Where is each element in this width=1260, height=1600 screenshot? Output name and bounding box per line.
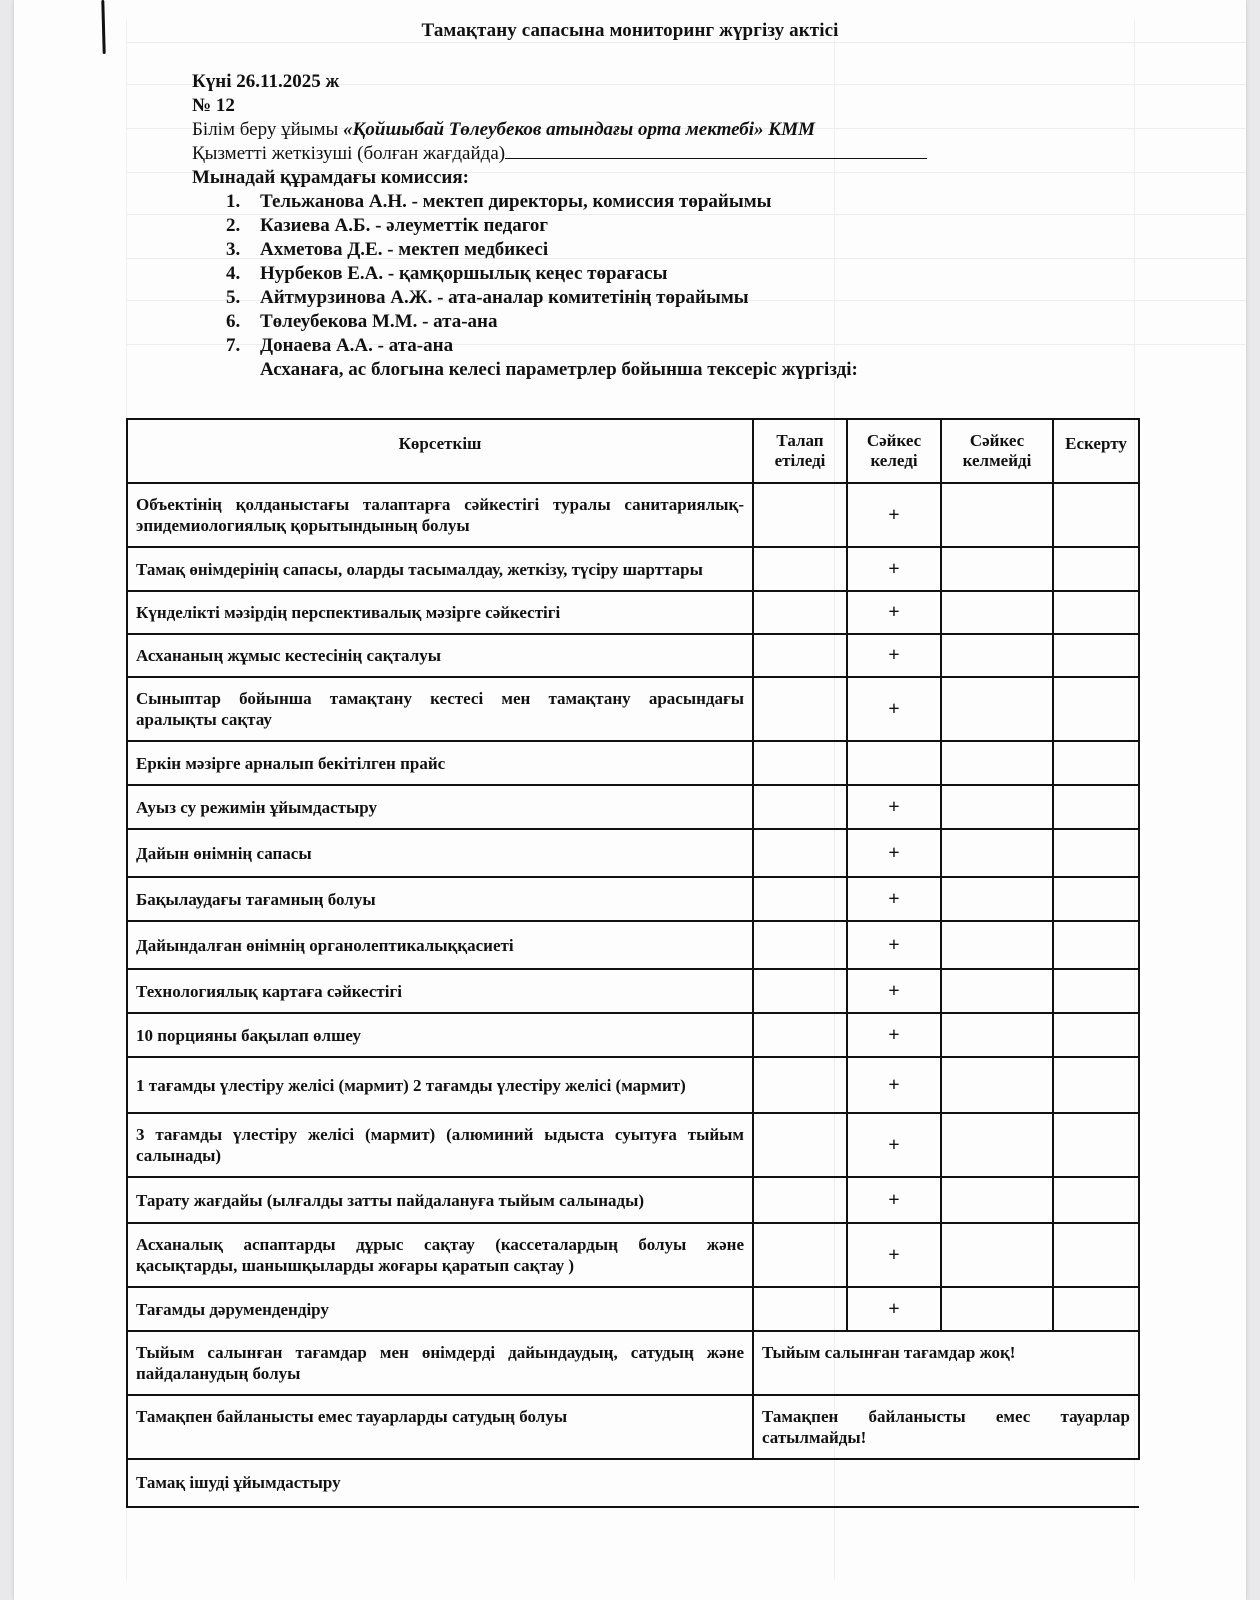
- compliant-mark: +: [847, 829, 941, 877]
- inspection-statement: Асханаға, ас блогына келесі параметрлер бойынша тексеріс жүргізді:: [260, 359, 858, 380]
- commission-member: 6. Төлеубекова М.М. - ата-ана: [226, 311, 498, 332]
- compliant-mark: +: [847, 677, 941, 741]
- table-section-row: [127, 1459, 1139, 1507]
- table-row: 3 тағамды үлестіру желісі (мармит) (алюминий ыдыста суытуға тыйым салынады) +: [127, 1113, 1139, 1177]
- compliant-mark: +: [847, 634, 941, 677]
- section-heading: Тамақ ішуді ұйымдастыру: [127, 1459, 1139, 1507]
- table-row: 1 тағамды үлестіру желісі (мармит) 2 тағамды үлестіру желісі (мармит) +: [127, 1057, 1139, 1113]
- compliant-mark: +: [847, 483, 941, 547]
- supplier-label: Қызметті жеткізуші (болған жағдайда): [192, 143, 506, 164]
- table-row: Сыныптар бойынша тамақтану кестесі мен тамақтану арасындағы аралықты сақтау +: [127, 677, 1139, 741]
- act-number: № 12: [192, 95, 235, 116]
- commission-heading: Мынадай құрамдағы комиссия:: [192, 167, 469, 188]
- header-required: Талап етіледі: [753, 419, 847, 483]
- table-row: Тағамды дәрумендендіру +: [127, 1287, 1139, 1331]
- organization-label: Білім беру ұйымы: [192, 119, 344, 140]
- commission-member: 5. Айтмурзинова А.Ж. - ата-аналар комитетінің төрайымы: [226, 287, 749, 308]
- table-header-row: [127, 419, 1139, 483]
- table-row: Ауыз су режимін ұйымдастыру +: [127, 785, 1139, 829]
- compliant-mark: +: [847, 1177, 941, 1223]
- compliant-mark: +: [847, 1287, 941, 1331]
- compliant-mark: +: [847, 969, 941, 1013]
- supplier-blank-field: [505, 142, 927, 159]
- table-row: Дайындалған өнімнің органолептикалыққасиеті +: [127, 921, 1139, 969]
- table-row: Объектінің қолданыстағы талаптарға сәйкестігі туралы санитариялық-эпидемиологиялық қорытындының болуы +: [127, 483, 1139, 547]
- compliant-mark: +: [847, 877, 941, 921]
- table-row-merged: Тамақпен байланысты емес тауарларды сатудың болуы Тамақпен байланысты емес тауарлар сатылмайды!: [127, 1395, 1139, 1459]
- table-row: Асханалық аспаптарды дұрыс сақтау (кассеталардың болуы және қасықтарды, шанышқыларды жоғары қаратып сақтау ) +: [127, 1223, 1139, 1287]
- table-row: Асхананың жұмыс кестесінің сақталуы +: [127, 634, 1139, 677]
- merged-remark: Тамақпен байланысты емес тауарлар сатылмайды!: [753, 1395, 1139, 1459]
- table-row: Дайын өнімнің сапасы +: [127, 829, 1139, 877]
- commission-member: 1. Тельжанова А.Н. - мектеп директоры, комиссия төрайымы: [226, 191, 772, 212]
- table-row: Технологиялық картаға сәйкестігі +: [127, 969, 1139, 1013]
- document-title: Тамақтану сапасына мониторинг жүргізу актісі: [421, 20, 839, 41]
- header-indicator: Көрсеткіш: [127, 419, 753, 483]
- compliant-mark: +: [847, 1113, 941, 1177]
- commission-member: 3. Ахметова Д.Е. - мектеп медбикесі: [226, 239, 549, 260]
- table-row: Тарату жағдайы (ылғалды затты пайдалануға тыйым салынады) +: [127, 1177, 1139, 1223]
- header-noncompliant: Сәйкес келмейді: [941, 419, 1053, 483]
- supplier-line: [192, 142, 927, 166]
- organization-name: «Қойшыбай Төлеубеков атындағы орта мектебі» КММ: [343, 119, 815, 140]
- table-row: Еркін мәзірге арналып бекітілген прайс: [127, 741, 1139, 785]
- act-date: Күні 26.11.2025 ж: [192, 71, 340, 92]
- compliant-mark: +: [847, 547, 941, 591]
- commission-member: 7. Донаева А.А. - ата-ана: [226, 335, 454, 356]
- header-note: Ескерту: [1053, 419, 1139, 483]
- compliant-mark: +: [847, 1057, 941, 1113]
- table-row: 10 порцияны бақылап өлшеу +: [127, 1013, 1139, 1057]
- compliant-mark: +: [847, 921, 941, 969]
- organization-line: [192, 118, 927, 142]
- table-row: Тамақ өнімдерінің сапасы, оларды тасымалдау, жеткізу, түсіру шарттары +: [127, 547, 1139, 591]
- merged-remark: Тыйым салынған тағамдар жоқ!: [753, 1331, 1139, 1395]
- compliant-mark: +: [847, 1223, 941, 1287]
- table-row-merged: Тыйым салынған тағамдар мен өнімдерді дайындаудың, сатудың және пайдаланудың болуы Тыйым салынған тағамдар жоқ!: [127, 1331, 1139, 1395]
- table-row: Күнделікті мәзірдің перспективалық мәзірге сәйкестігі +: [127, 591, 1139, 634]
- monitoring-table: [126, 418, 1140, 1508]
- commission-member: 2. Казиева А.Б. - әлеуметтік педагог: [226, 215, 549, 236]
- compliant-mark: +: [847, 1013, 941, 1057]
- document-header: [192, 70, 927, 382]
- commission-members-list: [192, 190, 927, 358]
- commission-member: 4. Нурбеков Е.А. - қамқоршылық кеңес төрағасы: [226, 263, 668, 284]
- compliant-mark: +: [847, 591, 941, 634]
- header-compliant: Сәйкес келеді: [847, 419, 941, 483]
- compliant-mark: +: [847, 785, 941, 829]
- document-page: [14, 0, 1246, 1600]
- table-row: Бақылаудағы тағамның болуы +: [127, 877, 1139, 921]
